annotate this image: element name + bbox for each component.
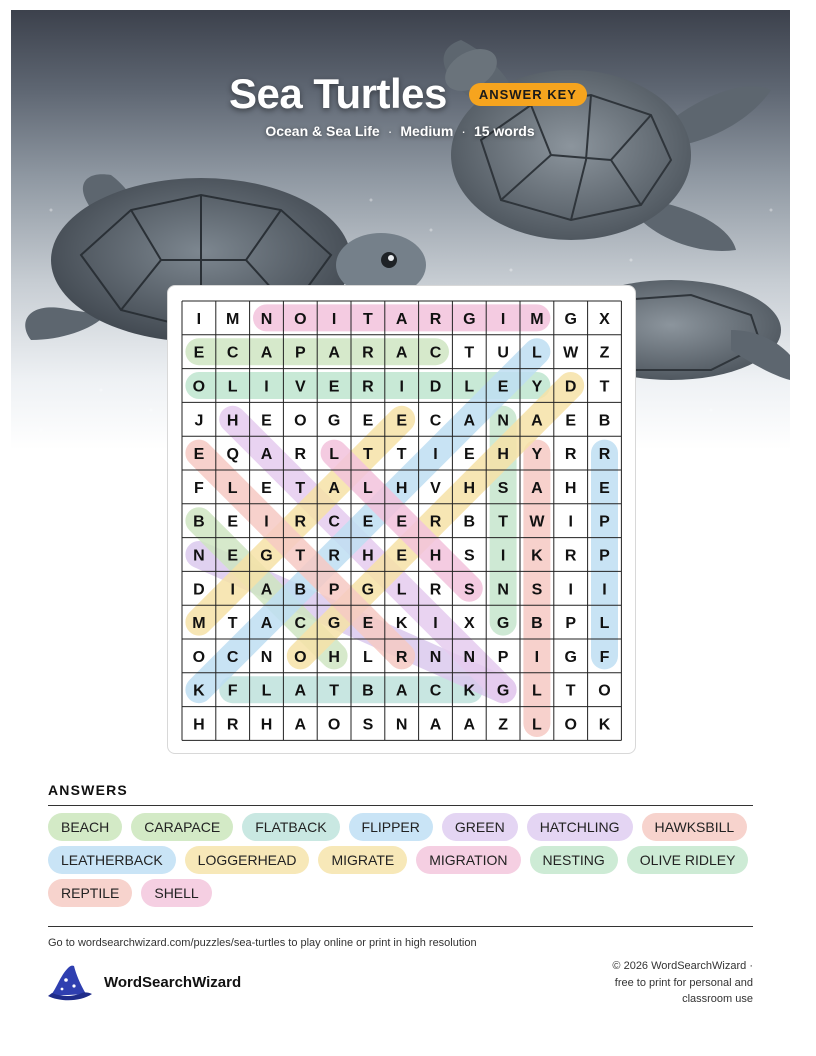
grid-letter[interactable]: R (226, 716, 239, 734)
grid-letter[interactable]: I (331, 310, 337, 328)
grid-letter[interactable]: R (362, 378, 374, 396)
grid-letter[interactable]: G (564, 648, 577, 666)
answer-chip: MIGRATE (318, 846, 407, 874)
grid-letter[interactable]: G (327, 412, 341, 430)
grid-letter[interactable]: L (464, 378, 475, 396)
answer-chip: HATCHLING (527, 813, 633, 841)
grid-letter[interactable]: U (497, 344, 509, 362)
grid-letter[interactable]: S (362, 716, 374, 734)
grid-letter[interactable]: O (564, 716, 577, 734)
grid-letter[interactable]: L (532, 716, 542, 734)
grid-letter[interactable]: Z (498, 716, 508, 734)
grid-letter[interactable]: E (396, 547, 408, 565)
grid-letter[interactable]: P (599, 547, 610, 565)
grid-letter[interactable]: D (564, 378, 577, 396)
grid-letter[interactable]: I (568, 513, 573, 531)
grid-letter[interactable]: N (497, 412, 509, 430)
grid-letter[interactable]: A (395, 310, 408, 328)
grid-letter[interactable]: H (497, 446, 509, 464)
grid-letter[interactable]: R (564, 446, 577, 464)
separator-dot: · (461, 123, 466, 139)
grid-letter[interactable]: M (192, 615, 206, 633)
separator-dot: · (387, 123, 393, 139)
grid-letter[interactable]: A (328, 344, 340, 362)
copyright-line: classroom use (682, 993, 753, 1005)
grid-letter[interactable]: L (363, 648, 373, 666)
grid-letter[interactable]: Y (531, 446, 543, 464)
grid-letter[interactable]: T (227, 615, 238, 633)
grid-letter[interactable]: O (294, 310, 307, 328)
grid-letter[interactable]: S (463, 547, 475, 565)
grid-letter[interactable]: I (433, 446, 438, 464)
grid-letter[interactable]: F (599, 648, 610, 666)
grid-letter[interactable]: Z (599, 344, 610, 362)
puzzle-card (167, 285, 636, 754)
grid-letter[interactable]: A (260, 581, 273, 599)
grid-letter[interactable]: C (226, 344, 239, 362)
brand-name[interactable]: WordSearchWizard (104, 974, 242, 991)
grid-letter[interactable]: E (193, 446, 205, 464)
grid-letter[interactable]: N (260, 310, 273, 328)
answer-chip: BEACH (48, 813, 122, 841)
grid-letter[interactable]: C (328, 513, 340, 531)
grid-letter[interactable]: E (497, 378, 509, 396)
grid-letter[interactable]: H (463, 479, 476, 497)
grid-letter[interactable]: C (294, 615, 307, 633)
divider (48, 926, 753, 927)
grid-letter[interactable]: K (598, 716, 611, 734)
grid-letter[interactable]: R (294, 513, 307, 531)
grid-letter[interactable]: V (430, 479, 441, 497)
wizard-hat-icon (46, 962, 94, 1004)
grid-letter[interactable]: P (328, 581, 340, 599)
answer-chip: REPTILE (48, 879, 132, 907)
grid-letter[interactable]: A (395, 682, 408, 700)
title-row (0, 70, 816, 118)
grid-letter[interactable]: H (395, 479, 408, 497)
grid-letter[interactable]: I (534, 648, 540, 666)
grid-letter[interactable]: W (529, 513, 545, 531)
grid-letter[interactable]: R (362, 344, 374, 362)
grid-letter[interactable]: E (227, 547, 239, 565)
word-search-grid[interactable] (168, 286, 635, 753)
grid-letter[interactable]: A (531, 479, 543, 497)
grid-letter[interactable]: Y (531, 378, 543, 396)
grid-letter[interactable]: G (564, 310, 577, 328)
grid-letter[interactable]: M (530, 310, 544, 328)
grid-letter[interactable]: G (496, 615, 510, 633)
grid-letter[interactable]: H (362, 547, 374, 565)
grid-letter[interactable]: N (260, 648, 273, 666)
grid-letter[interactable]: B (193, 513, 205, 531)
answer-chip: SHELL (141, 879, 211, 907)
grid-letter[interactable]: C (429, 412, 442, 430)
grid-letter[interactable]: E (396, 412, 408, 430)
grid-letter[interactable]: E (328, 378, 340, 396)
grid-letter[interactable]: L (227, 479, 238, 497)
grid-letter[interactable]: H (328, 648, 340, 666)
grid-letter[interactable]: L (532, 344, 542, 362)
answer-chip: NESTING (530, 846, 618, 874)
divider (48, 805, 753, 806)
grid-letter[interactable]: E (362, 615, 374, 633)
grid-letter[interactable]: L (396, 581, 407, 599)
grid-letter[interactable]: H (226, 412, 239, 430)
answer-chip: HAWKSBILL (642, 813, 748, 841)
grid-letter[interactable]: I (399, 378, 404, 396)
answer-chip: FLATBACK (242, 813, 339, 841)
grid-letter[interactable]: H (260, 716, 273, 734)
grid-letter[interactable]: A (463, 716, 476, 734)
grid-letter[interactable]: G (327, 615, 341, 633)
copyright-line: © 2026 WordSearchWizard · (612, 960, 753, 972)
grid-letter[interactable]: E (463, 446, 475, 464)
grid-letter[interactable]: T (464, 344, 475, 362)
grid-letter[interactable]: L (227, 378, 238, 396)
grid-letter[interactable]: P (565, 615, 577, 633)
grid-letter[interactable]: R (395, 648, 408, 666)
grid-letter[interactable]: A (395, 344, 408, 362)
grid-letter[interactable]: A (429, 716, 442, 734)
grid-letter[interactable]: E (193, 344, 205, 362)
grid-letter[interactable]: O (192, 378, 206, 396)
grid-letter[interactable]: E (362, 513, 374, 531)
grid-letter[interactable]: F (227, 682, 238, 700)
grid-letter[interactable]: I (196, 310, 202, 328)
puzzle-meta (0, 123, 800, 139)
grid-letter[interactable]: M (226, 310, 240, 328)
grid-letter[interactable]: X (463, 615, 475, 633)
grid-letter[interactable]: K (193, 682, 205, 700)
grid-letter[interactable]: A (294, 716, 307, 734)
grid-letter[interactable]: O (294, 412, 307, 430)
grid-letter[interactable]: E (362, 412, 374, 430)
grid-letter[interactable]: K (531, 547, 543, 565)
grid-letter[interactable]: V (294, 378, 306, 396)
grid-letter[interactable]: B (294, 581, 307, 599)
grid-letter[interactable]: I (264, 513, 269, 531)
grid-letter[interactable]: I (500, 310, 506, 328)
grid-letter[interactable]: N (395, 716, 408, 734)
grid-letter[interactable]: R (429, 310, 442, 328)
grid-letter[interactable]: A (294, 682, 307, 700)
grid-letter[interactable]: A (463, 412, 476, 430)
grid-letter[interactable]: X (599, 310, 610, 328)
grid-letter[interactable]: F (194, 479, 204, 497)
answer-chip: OLIVE RIDLEY (627, 846, 749, 874)
answer-chip: MIGRATION (416, 846, 520, 874)
answer-chip: FLIPPER (349, 813, 433, 841)
grid-letter[interactable]: N (429, 648, 442, 666)
word-count-label: 15 words (473, 123, 535, 139)
grid-letter[interactable]: L (329, 446, 339, 464)
grid-letter[interactable]: T (363, 446, 373, 464)
grid-letter[interactable]: W (563, 344, 579, 362)
grid-letter[interactable]: I (264, 378, 269, 396)
grid-letter[interactable]: K (395, 615, 408, 633)
grid-letter[interactable]: O (192, 648, 206, 666)
grid-letter[interactable]: T (396, 446, 407, 464)
grid-letter[interactable]: E (227, 513, 239, 531)
grid-letter[interactable]: L (363, 479, 373, 497)
grid-letter[interactable]: I (500, 547, 506, 565)
grid-letter[interactable]: N (497, 581, 509, 599)
answer-chip: CARAPACE (131, 813, 233, 841)
grid-letter[interactable]: A (328, 479, 340, 497)
grid-letter[interactable]: P (497, 648, 509, 666)
answer-chip: LEATHERBACK (48, 846, 176, 874)
footer-link[interactable]: Go to wordsearchwizard.com/puzzles/sea-turtles to play online or print in high resolution (48, 937, 477, 949)
grid-letter[interactable]: I (568, 581, 573, 599)
grid-letter[interactable]: N (193, 547, 205, 565)
answer-chip: LOGGERHEAD (185, 846, 310, 874)
grid-letter[interactable]: C (429, 344, 442, 362)
grid-letter[interactable]: I (433, 615, 438, 633)
grid-letter[interactable]: L (261, 682, 272, 700)
category-label: Ocean & Sea Life (265, 123, 380, 139)
grid-letter[interactable]: S (463, 581, 475, 599)
grid-letter[interactable]: O (327, 716, 341, 734)
grid-letter[interactable]: H (429, 547, 442, 565)
grid-letter[interactable]: R (564, 547, 577, 565)
grid-letter[interactable]: E (565, 412, 577, 430)
answer-list (48, 813, 768, 912)
grid-letter[interactable]: R (429, 513, 442, 531)
grid-letter[interactable]: L (599, 615, 610, 633)
grid-letter[interactable]: H (564, 479, 577, 497)
answer-key-badge: ANSWER KEY (469, 83, 587, 106)
grid-letter[interactable]: N (463, 648, 476, 666)
page-title: Sea Turtles (229, 70, 447, 117)
grid-letter[interactable]: G (463, 310, 476, 328)
grid-letter[interactable]: K (463, 682, 476, 700)
grid-letter[interactable]: B (598, 412, 611, 430)
grid-letter[interactable]: R (294, 446, 307, 464)
copyright (553, 958, 753, 1008)
grid-letter[interactable]: E (261, 479, 272, 497)
grid-letter[interactable]: G (260, 547, 273, 565)
grid-letter[interactable]: O (598, 682, 611, 700)
grid-letter[interactable]: G (496, 682, 510, 700)
grid-letter[interactable]: P (599, 513, 610, 531)
grid-letter[interactable]: T (295, 547, 306, 565)
grid-letter[interactable]: L (532, 682, 542, 700)
grid-letter[interactable]: O (294, 648, 307, 666)
grid-letter[interactable]: P (294, 344, 306, 362)
grid-letter[interactable]: B (463, 513, 476, 531)
grid-letter[interactable]: E (261, 412, 272, 430)
answers-heading: ANSWERS (48, 782, 128, 798)
grid-letter[interactable]: A (260, 615, 273, 633)
grid-letter[interactable]: T (498, 513, 508, 531)
grid-letter[interactable]: E (599, 479, 610, 497)
grid-letter[interactable]: S (531, 581, 543, 599)
grid-letter[interactable]: G (361, 581, 375, 599)
grid-letter[interactable]: H (193, 716, 205, 734)
grid-letter[interactable]: A (531, 412, 543, 430)
grid-letter[interactable]: R (598, 446, 611, 464)
grid-letter[interactable]: I (230, 581, 235, 599)
difficulty-label: Medium (400, 123, 454, 139)
grid-letter[interactable]: D (429, 378, 442, 396)
grid-letter[interactable]: T (295, 479, 306, 497)
copyright-line: free to print for personal and (614, 976, 753, 989)
grid-letter[interactable]: Q (226, 446, 239, 464)
grid-letter[interactable]: J (194, 412, 204, 430)
grid-letter[interactable]: R (429, 581, 442, 599)
grid-letter[interactable]: I (602, 581, 607, 599)
grid-letter[interactable]: D (193, 581, 205, 599)
grid-letter[interactable]: B (362, 682, 374, 700)
grid-letter[interactable]: C (226, 648, 239, 666)
grid-letter[interactable]: A (260, 446, 273, 464)
grid-letter[interactable]: C (429, 682, 442, 700)
grid-letter[interactable]: E (396, 513, 408, 531)
grid-letter[interactable]: T (363, 310, 373, 328)
grid-letter[interactable]: T (329, 682, 339, 700)
grid-letter[interactable]: T (565, 682, 576, 700)
grid-letter[interactable]: A (260, 344, 273, 362)
grid-letter[interactable]: B (531, 615, 543, 633)
answer-chip: GREEN (442, 813, 518, 841)
grid-letter[interactable]: S (497, 479, 509, 497)
grid-letter[interactable]: R (328, 547, 340, 565)
grid-letter[interactable]: T (599, 378, 610, 396)
